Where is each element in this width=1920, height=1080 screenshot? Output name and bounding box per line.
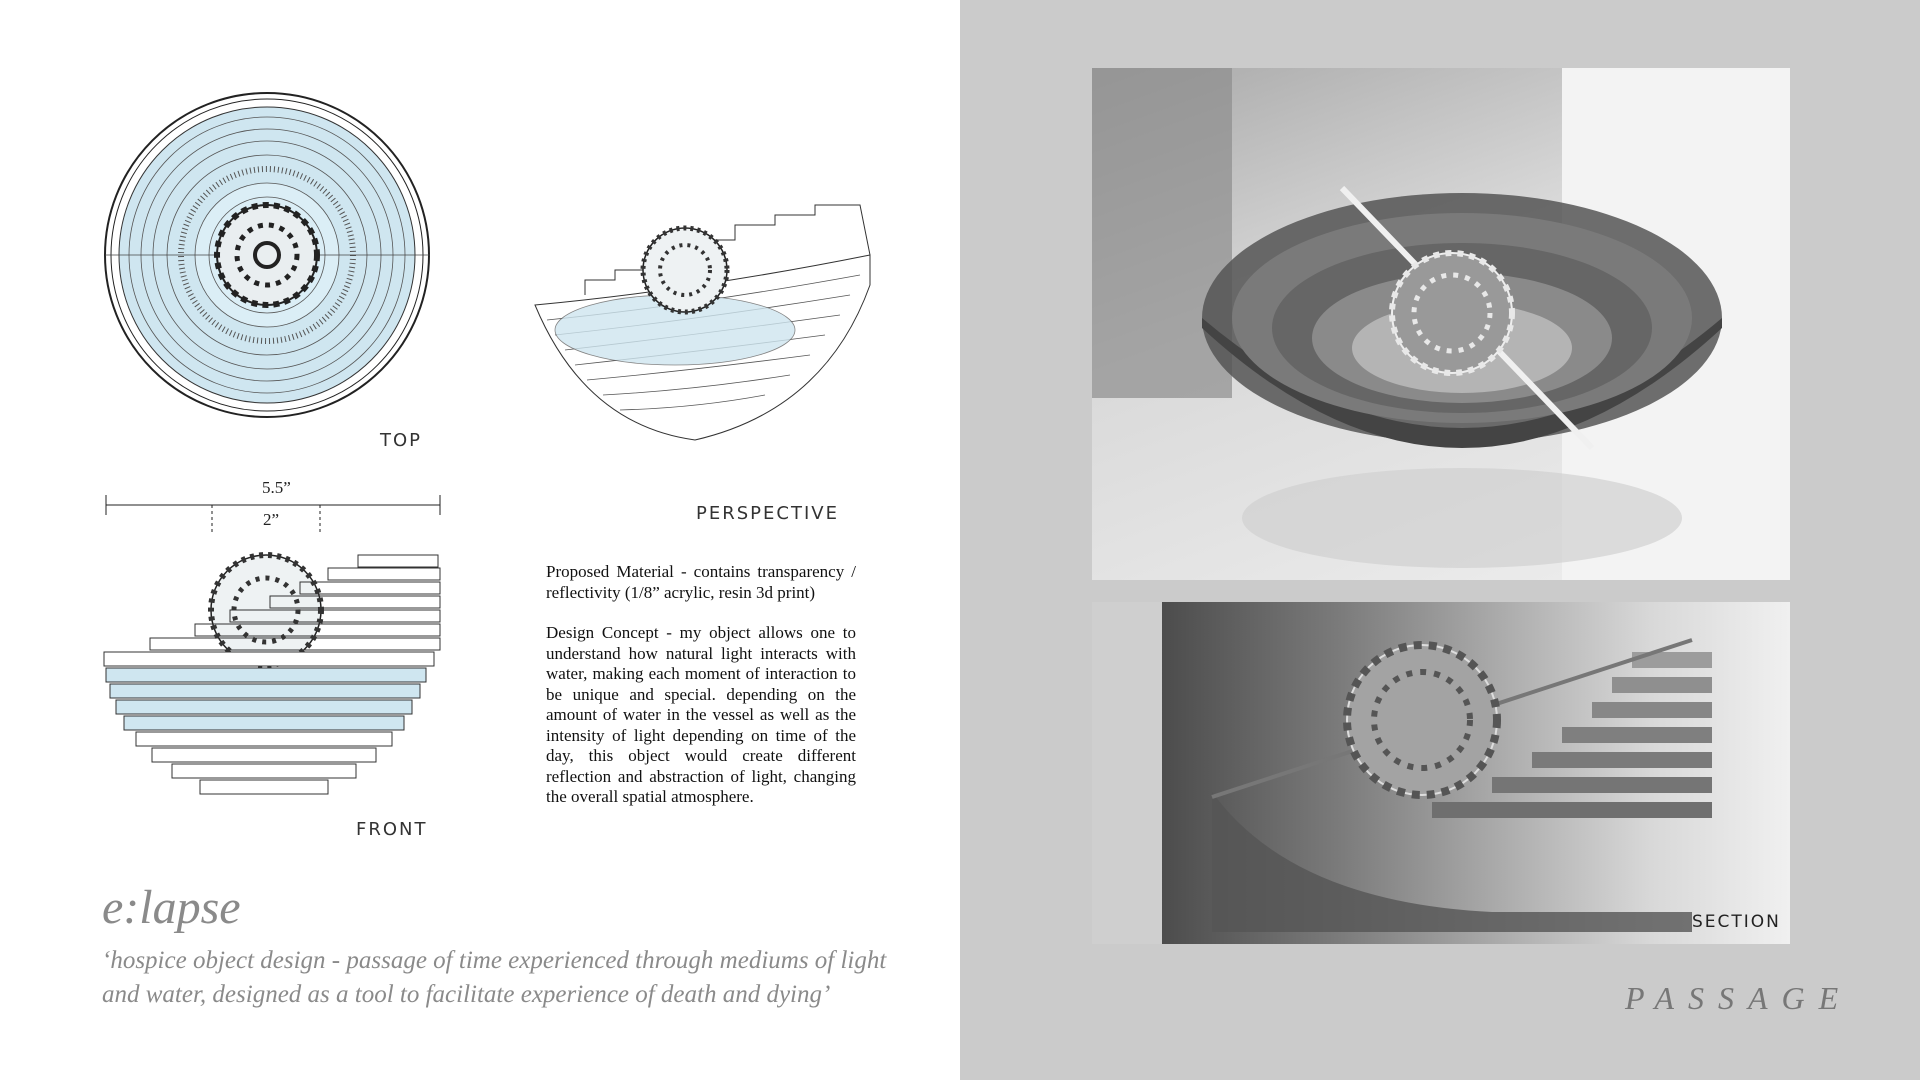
outer-dimension: 5.5” — [262, 478, 291, 497]
project-tagline: ‘hospice object design - passage of time experienced through mediums of light and water, designed as a tool to facilitate experience of death and dying’ — [102, 947, 887, 1008]
perspective-render — [1092, 68, 1790, 580]
concept-paragraph: Design Concept - my object allows one to understand how natural light interacts with water, making each moment of interaction to be unique and special. depending on the amount of water in the vessel as well as the intensity of light depending on time of the day, this object would create different reflection and abstraction of light, changing the overall spatial atmosphere. — [546, 623, 856, 806]
top-view-drawing — [100, 80, 450, 430]
front-view-drawing — [100, 540, 450, 810]
description-text — [546, 562, 856, 828]
inner-dimension: 2” — [263, 510, 280, 529]
top-view-label: TOP — [380, 430, 423, 451]
section-label: SECTION — [1692, 912, 1781, 932]
material-paragraph: Proposed Material - contains transparency / reflectivity (1/8” acrylic, resin 3d print) — [546, 562, 856, 602]
perspective-drawing — [525, 180, 885, 480]
front-view-label: FRONT — [356, 819, 428, 840]
right-panel — [960, 0, 1920, 1080]
project-name: PASSAGE — [1625, 980, 1853, 1016]
perspective-label: PERSPECTIVE — [696, 503, 839, 524]
section-render — [1092, 602, 1790, 944]
project-title: e:lapse — [102, 881, 241, 934]
